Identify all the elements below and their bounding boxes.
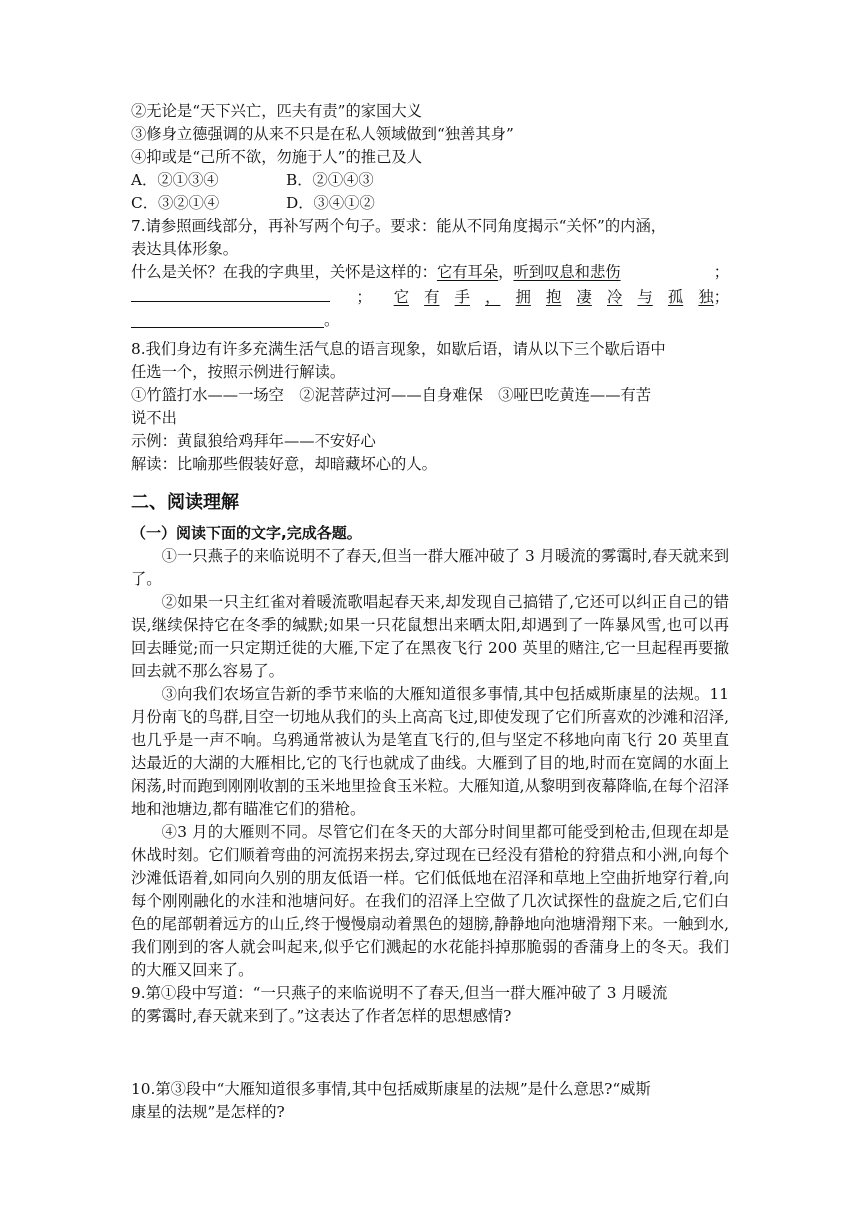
q7-underlined-hands: 它 有 手 ， 拥 抱 凄 冷 与 孤 独	[393, 288, 714, 306]
q10-line-1: 10.第③段中“大雁知道很多事情,其中包括威斯康星的法规”是什么意思?“威斯	[131, 1080, 651, 1098]
q6-options-row-1	[131, 169, 729, 192]
passage-paragraph-2: ②如果一只主红雀对着暖流歌唱起春天来,却发现自己搞错了,它还可以纠正自己的错误,继续保持它在冬季的缄默;如果一只花鼠想出来晒太阳,却遇到了一阵暴风雪,也可以再回去睡觉;而一只定期迁徙的大雁,下定了在黑夜飞行 200 英里的赌注,它一旦起程再要撤回去就不那么容易了。	[131, 593, 729, 680]
section-2-title: 二、阅读理解	[131, 492, 239, 513]
q6-option-d[interactable]: D．③④①②	[286, 194, 375, 212]
q7-sentence-line-2	[131, 284, 729, 309]
q8-options-line-2: 说不出	[131, 409, 177, 427]
q7-answer-blank-2[interactable]	[131, 310, 324, 328]
q10-line-2: 康星的法规”是怎样的?	[131, 1103, 285, 1121]
question-10	[131, 1078, 729, 1124]
question-9	[131, 982, 729, 1028]
q7-underlined-ears: 它有耳朵	[436, 263, 499, 281]
q7-comma: ，	[498, 263, 514, 281]
section-2-subtitle: （一）阅读下面的文字,完成各题。	[131, 524, 362, 542]
passage-paragraph-3: ③向我们农场宣告新的季节来临的大雁知道很多事情,其中包括威斯康星的法规。11 月份南飞的鸟群,目空一切地从我们的头上高高飞过,即使发现了它们所喜欢的沙滩和沼泽,也几乎是一声不响。乌鸦通常被认为是笔直飞行的,但与坚定不移地向南飞行 20 英里直达最近的大湖的大雁相比,它的飞行也就成了曲线。大雁到了目的地,时而在宽阔的水面上闲荡,时而跑到刚刚收割的玉米地里捡食玉米粒。大雁知道,从黎明到夜幕降临,在每个沼泽地和池塘边,都有瞄准它们的猎枪。	[131, 685, 729, 818]
q9-line-1: 9.第①段中写道：“一只燕子的来临说明不了春天,但当一群大雁冲破了 3 月暖流	[131, 984, 668, 1002]
q7-semicolon-3: ；	[713, 288, 729, 306]
q8-explanation: 解读：比喻那些假装好意，却暗藏坏心的人。	[131, 455, 437, 473]
q6-item-2: ②无论是“天下兴亡，匹夫有责”的家国大义	[131, 102, 422, 120]
q6-option-c[interactable]: C．③②①④	[131, 194, 220, 212]
q7-prompt-line-1: 7.请参照画线部分，再补写两个句子。要求：能从不同角度揭示“关怀”的内涵，	[131, 217, 667, 235]
question-7	[131, 215, 729, 332]
document-page	[131, 100, 729, 1124]
q7-period: 。	[324, 311, 340, 329]
q7-sentence-line-1	[131, 261, 729, 284]
q7-underlined-hear: 听到叹息和悲伤	[513, 263, 621, 281]
q6-option-b[interactable]: B．②①④③	[286, 171, 374, 189]
q7-semicolon-2: ；	[356, 288, 372, 306]
q6-options-row-2	[131, 192, 729, 215]
q7-prompt-line-2: 表达具体形象。	[131, 240, 239, 258]
q6-item-4: ④抑或是“己所不欲，勿施于人”的推己及人	[131, 148, 422, 166]
passage-paragraph-4: ④3 月的大雁则不同。尽管它们在冬天的大部分时间里都可能受到枪击,但现在却是休战时刻。它们顺着弯曲的河流拐来拐去,穿过现在已经没有猎枪的狩猎点和小洲,向每个沙滩低语着,如同向久别的朋友低语一样。它们低低地在沼泽和草地上空曲折地穿行着,向每个刚刚融化的水洼和池塘问好。在我们的沼泽上空做了几次试探性的盘旋之后,它们白色的尾部朝着远方的山丘,终于慢慢扇动着黑色的翅膀,静静地向池塘滑翔下来。一触到水,我们刚到的客人就会叫起来,似乎它们溅起的水花能抖掉那脆弱的香蒲身上的冬天。我们的大雁又回来了。	[131, 823, 729, 979]
q9-answer-space[interactable]	[131, 1028, 729, 1078]
q9-line-2: 的雾霭时,春天就来到了。”这表达了作者怎样的思想感情?	[131, 1007, 512, 1025]
q7-answer-blank-1[interactable]	[131, 284, 330, 302]
question-8	[131, 338, 729, 476]
q8-example: 示例：黄鼠狼给鸡拜年——不安好心	[131, 432, 376, 450]
q6-item-3: ③修身立德强调的从来不只是在私人领域做到“独善其身”	[131, 125, 514, 143]
q6-option-a[interactable]: A．②①③④	[131, 171, 219, 189]
q7-sentence-line-3	[131, 309, 729, 332]
q8-prompt-line-2: 任选一个，按照示例进行解读。	[131, 363, 346, 381]
question-6-items	[131, 100, 729, 169]
q7-semicolon-1: ；	[713, 263, 729, 281]
passage-paragraph-1: ①一只燕子的来临说明不了春天,但当一群大雁冲破了 3 月暖流的雾霭时,春天就来到了。	[131, 547, 729, 588]
q8-prompt-line-1: 8.我们身边有许多充满生活气息的语言现象，如歇后语，请从以下三个歇后语中	[131, 340, 666, 358]
q8-options-line-1: ①竹篮打水——一场空 ②泥菩萨过河——自身难保 ③哑巴吃黄连——有苦	[131, 386, 652, 404]
q7-sentence-lead: 什么是关怀？在我的字典里，关怀是这样的：	[131, 263, 437, 281]
